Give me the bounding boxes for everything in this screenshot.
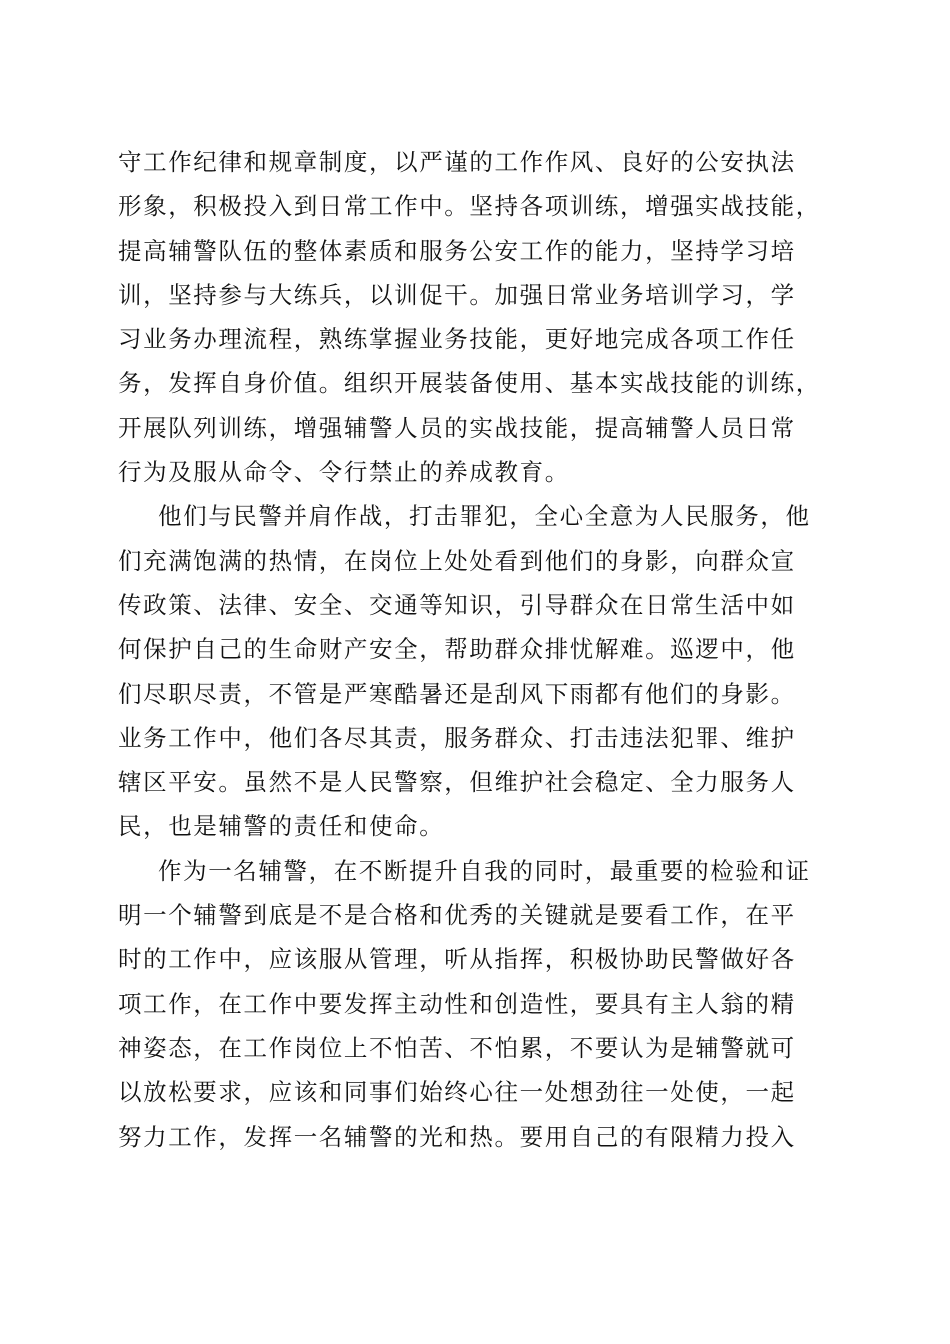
text-line: 务，发挥自身价值。组织开展装备使用、基本实战技能的训练， [118,369,821,398]
text-line: 开展队列训练，增强辅警人员的实战技能，提高辅警人员日常 [118,413,796,442]
text-line: 辖区平安。虽然不是人民警察，但维护社会稳定、全力服务人 [118,768,796,797]
text-line: 传政策、法律、安全、交通等知识，引导群众在日常生活中如 [118,590,796,619]
text-line: 明一个辅警到底是不是合格和优秀的关键就是要看工作，在平 [118,901,796,930]
text-line: 民，也是辅警的责任和使命。 [118,812,445,841]
text-line: 业务工作中，他们各尽其责，服务群众、打击违法犯罪、维护 [118,723,796,752]
paragraph-first-line: 作为一名辅警，在不断提升自我的同时，最重要的检验和证 [158,856,811,885]
text-line: 行为及服从命令、令行禁止的养成教育。 [118,458,570,487]
body-text [118,140,828,1159]
text-line: 们充满饱满的热情，在岗位上处处看到他们的身影，向群众宣 [118,546,796,575]
paragraph-first-line: 他们与民警并肩作战，打击罪犯，全心全意为人民服务，他 [158,502,811,531]
text-line: 习业务办理流程，熟练掌握业务技能，更好地完成各项工作任 [118,325,796,354]
text-line: 神姿态，在工作岗位上不怕苦、不怕累，不要认为是辅警就可 [118,1033,796,1062]
text-line: 以放松要求，应该和同事们始终心往一处想劲往一处使，一起 [118,1078,796,1107]
text-line: 形象，积极投入到日常工作中。坚持各项训练，增强实战技能， [118,192,821,221]
text-line: 守工作纪律和规章制度，以严谨的工作作风、良好的公安执法 [118,148,796,176]
text-line: 们尽职尽责，不管是严寒酷暑还是刮风下雨都有他们的身影。 [118,679,796,708]
text-line: 训，坚持参与大练兵，以训促干。加强日常业务培训学习，学 [118,280,796,309]
text-line: 何保护自己的生命财产安全，帮助群众排忧解难。巡逻中，他 [118,635,796,664]
text-line: 项工作，在工作中要发挥主动性和创造性，要具有主人翁的精 [118,989,796,1018]
text-line: 努力工作，发挥一名辅警的光和热。要用自己的有限精力投入 [118,1122,796,1151]
text-line: 时的工作中，应该服从管理，听从指挥，积极协助民警做好各 [118,945,796,974]
text-line: 提高辅警队伍的整体素质和服务公安工作的能力，坚持学习培 [118,236,796,265]
